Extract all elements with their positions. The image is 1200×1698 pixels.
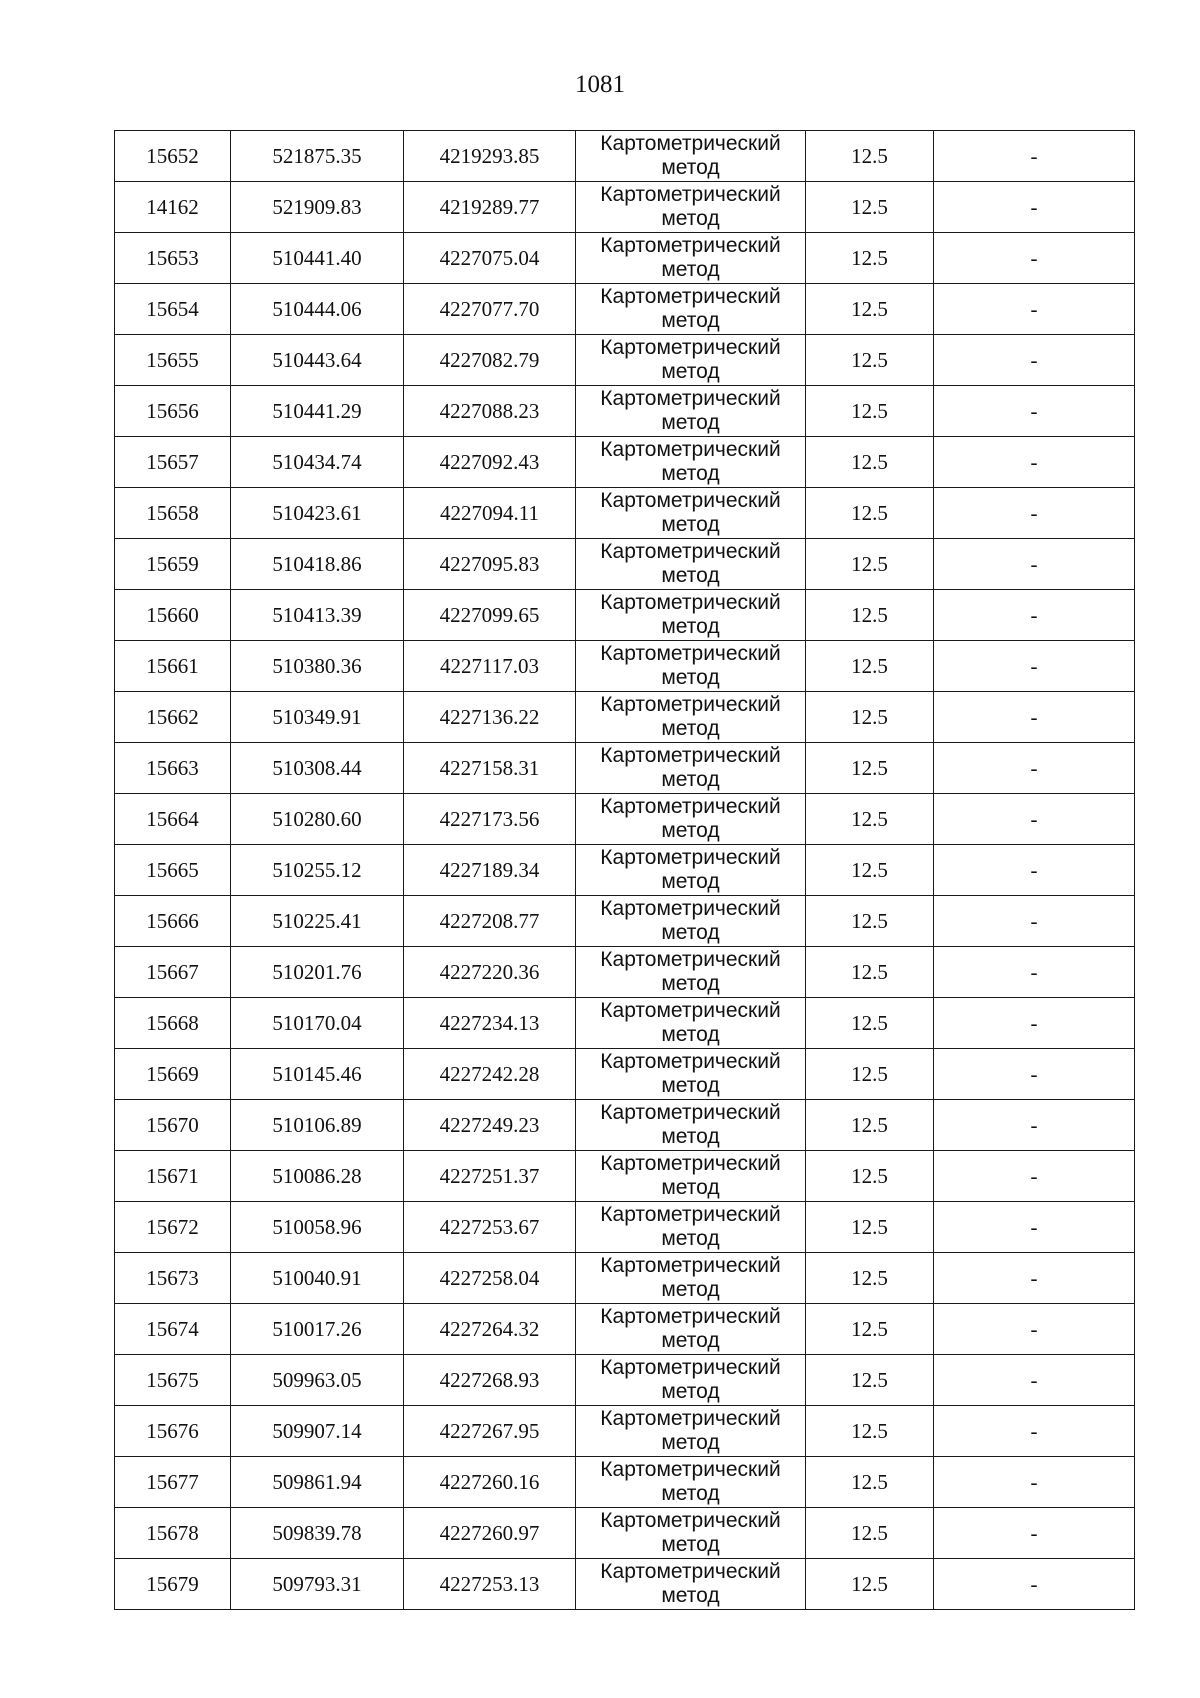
method-line1: Картометрический xyxy=(600,846,781,869)
method-line1: Картометрический xyxy=(600,897,781,920)
point-id-cell: 15679 xyxy=(115,1559,231,1610)
y-coordinate-cell: 4227173.56 xyxy=(404,794,576,845)
method-cell xyxy=(576,692,806,743)
y-coordinate-cell: 4227258.04 xyxy=(404,1253,576,1304)
table-row xyxy=(115,233,1135,284)
note-cell: - xyxy=(934,386,1135,437)
method-line2: метод xyxy=(661,156,720,179)
method-cell xyxy=(576,641,806,692)
table-row xyxy=(115,794,1135,845)
note-cell: - xyxy=(934,998,1135,1049)
method-line2: метод xyxy=(661,411,720,434)
note-cell: - xyxy=(934,1049,1135,1100)
table-row xyxy=(115,284,1135,335)
method-line1: Картометрический xyxy=(600,489,781,512)
method-cell xyxy=(576,1151,806,1202)
table-row xyxy=(115,845,1135,896)
method-line2: метод xyxy=(661,972,720,995)
accuracy-cell: 12.5 xyxy=(806,1100,934,1151)
note-cell: - xyxy=(934,1559,1135,1610)
method-line2: метод xyxy=(661,1482,720,1505)
note-cell: - xyxy=(934,1406,1135,1457)
note-cell: - xyxy=(934,1304,1135,1355)
table-row xyxy=(115,692,1135,743)
method-line1: Картометрический xyxy=(600,1407,781,1430)
method-cell xyxy=(576,488,806,539)
table-row xyxy=(115,539,1135,590)
table-row xyxy=(115,641,1135,692)
method-line2: метод xyxy=(661,462,720,485)
method-line2: метод xyxy=(661,1125,720,1148)
method-line2: метод xyxy=(661,1278,720,1301)
accuracy-cell: 12.5 xyxy=(806,1253,934,1304)
accuracy-cell: 12.5 xyxy=(806,1049,934,1100)
accuracy-cell: 12.5 xyxy=(806,998,934,1049)
y-coordinate-cell: 4227092.43 xyxy=(404,437,576,488)
note-cell: - xyxy=(934,335,1135,386)
x-coordinate-cell: 510441.29 xyxy=(231,386,404,437)
y-coordinate-cell: 4227088.23 xyxy=(404,386,576,437)
table-body xyxy=(115,131,1135,1610)
table-row xyxy=(115,335,1135,386)
x-coordinate-cell: 510017.26 xyxy=(231,1304,404,1355)
table-row xyxy=(115,1355,1135,1406)
x-coordinate-cell: 521909.83 xyxy=(231,182,404,233)
method-line2: метод xyxy=(661,564,720,587)
method-cell xyxy=(576,1202,806,1253)
accuracy-cell: 12.5 xyxy=(806,641,934,692)
note-cell: - xyxy=(934,1355,1135,1406)
method-cell xyxy=(576,131,806,182)
note-cell: - xyxy=(934,131,1135,182)
point-id-cell: 14162 xyxy=(115,182,231,233)
accuracy-cell: 12.5 xyxy=(806,437,934,488)
y-coordinate-cell: 4227260.97 xyxy=(404,1508,576,1559)
point-id-cell: 15661 xyxy=(115,641,231,692)
method-cell xyxy=(576,947,806,998)
y-coordinate-cell: 4227249.23 xyxy=(404,1100,576,1151)
method-line1: Картометрический xyxy=(600,999,781,1022)
method-cell xyxy=(576,794,806,845)
x-coordinate-cell: 510413.39 xyxy=(231,590,404,641)
point-id-cell: 15674 xyxy=(115,1304,231,1355)
x-coordinate-cell: 510058.96 xyxy=(231,1202,404,1253)
method-line2: метод xyxy=(661,309,720,332)
note-cell: - xyxy=(934,845,1135,896)
method-cell xyxy=(576,743,806,794)
point-id-cell: 15676 xyxy=(115,1406,231,1457)
page-number: 1081 xyxy=(575,71,625,98)
method-line2: метод xyxy=(661,1176,720,1199)
method-cell xyxy=(576,182,806,233)
x-coordinate-cell: 510225.41 xyxy=(231,896,404,947)
note-cell: - xyxy=(934,1508,1135,1559)
x-coordinate-cell: 510308.44 xyxy=(231,743,404,794)
method-line1: Картометрический xyxy=(600,795,781,818)
coordinates-table xyxy=(114,130,1135,1610)
point-id-cell: 15673 xyxy=(115,1253,231,1304)
y-coordinate-cell: 4227189.34 xyxy=(404,845,576,896)
method-cell xyxy=(576,335,806,386)
point-id-cell: 15667 xyxy=(115,947,231,998)
point-id-cell: 15662 xyxy=(115,692,231,743)
y-coordinate-cell: 4219293.85 xyxy=(404,131,576,182)
y-coordinate-cell: 4227099.65 xyxy=(404,590,576,641)
note-cell: - xyxy=(934,233,1135,284)
method-line1: Картометрический xyxy=(600,642,781,665)
method-line2: метод xyxy=(661,1074,720,1097)
method-cell xyxy=(576,998,806,1049)
table-row xyxy=(115,998,1135,1049)
point-id-cell: 15670 xyxy=(115,1100,231,1151)
accuracy-cell: 12.5 xyxy=(806,947,934,998)
accuracy-cell: 12.5 xyxy=(806,743,934,794)
method-line1: Картометрический xyxy=(600,1152,781,1175)
note-cell: - xyxy=(934,641,1135,692)
y-coordinate-cell: 4227264.32 xyxy=(404,1304,576,1355)
method-line2: метод xyxy=(661,1023,720,1046)
method-cell xyxy=(576,1049,806,1100)
method-cell xyxy=(576,1406,806,1457)
method-cell xyxy=(576,1508,806,1559)
x-coordinate-cell: 510380.36 xyxy=(231,641,404,692)
point-id-cell: 15660 xyxy=(115,590,231,641)
y-coordinate-cell: 4227158.31 xyxy=(404,743,576,794)
y-coordinate-cell: 4227117.03 xyxy=(404,641,576,692)
accuracy-cell: 12.5 xyxy=(806,1355,934,1406)
table-row xyxy=(115,1253,1135,1304)
note-cell: - xyxy=(934,692,1135,743)
note-cell: - xyxy=(934,437,1135,488)
accuracy-cell: 12.5 xyxy=(806,1202,934,1253)
y-coordinate-cell: 4227268.93 xyxy=(404,1355,576,1406)
method-line2: метод xyxy=(661,258,720,281)
method-line2: метод xyxy=(661,360,720,383)
accuracy-cell: 12.5 xyxy=(806,335,934,386)
method-line1: Картометрический xyxy=(600,693,781,716)
note-cell: - xyxy=(934,1202,1135,1253)
x-coordinate-cell: 510441.40 xyxy=(231,233,404,284)
method-cell xyxy=(576,1253,806,1304)
point-id-cell: 15678 xyxy=(115,1508,231,1559)
method-line2: метод xyxy=(661,819,720,842)
accuracy-cell: 12.5 xyxy=(806,1406,934,1457)
y-coordinate-cell: 4219289.77 xyxy=(404,182,576,233)
method-line2: метод xyxy=(661,1227,720,1250)
accuracy-cell: 12.5 xyxy=(806,131,934,182)
point-id-cell: 15665 xyxy=(115,845,231,896)
method-cell xyxy=(576,437,806,488)
note-cell: - xyxy=(934,1457,1135,1508)
method-line1: Картометрический xyxy=(600,1458,781,1481)
x-coordinate-cell: 510040.91 xyxy=(231,1253,404,1304)
table-row xyxy=(115,437,1135,488)
note-cell: - xyxy=(934,1100,1135,1151)
method-line1: Картометрический xyxy=(600,591,781,614)
x-coordinate-cell: 509793.31 xyxy=(231,1559,404,1610)
x-coordinate-cell: 510170.04 xyxy=(231,998,404,1049)
point-id-cell: 15664 xyxy=(115,794,231,845)
x-coordinate-cell: 510255.12 xyxy=(231,845,404,896)
x-coordinate-cell: 510444.06 xyxy=(231,284,404,335)
x-coordinate-cell: 510349.91 xyxy=(231,692,404,743)
x-coordinate-cell: 510418.86 xyxy=(231,539,404,590)
method-line1: Картометрический xyxy=(600,183,781,206)
x-coordinate-cell: 510201.76 xyxy=(231,947,404,998)
note-cell: - xyxy=(934,488,1135,539)
method-line2: метод xyxy=(661,1584,720,1607)
point-id-cell: 15656 xyxy=(115,386,231,437)
method-line2: метод xyxy=(661,615,720,638)
y-coordinate-cell: 4227253.13 xyxy=(404,1559,576,1610)
method-cell xyxy=(576,845,806,896)
point-id-cell: 15671 xyxy=(115,1151,231,1202)
method-line2: метод xyxy=(661,513,720,536)
y-coordinate-cell: 4227136.22 xyxy=(404,692,576,743)
method-line1: Картометрический xyxy=(600,948,781,971)
point-id-cell: 15654 xyxy=(115,284,231,335)
accuracy-cell: 12.5 xyxy=(806,539,934,590)
x-coordinate-cell: 510434.74 xyxy=(231,437,404,488)
method-cell xyxy=(576,284,806,335)
method-cell xyxy=(576,1355,806,1406)
table-row xyxy=(115,1559,1135,1610)
method-line1: Картометрический xyxy=(600,1356,781,1379)
note-cell: - xyxy=(934,182,1135,233)
note-cell: - xyxy=(934,1253,1135,1304)
method-cell xyxy=(576,386,806,437)
note-cell: - xyxy=(934,947,1135,998)
method-line1: Картометрический xyxy=(600,438,781,461)
method-line2: метод xyxy=(661,207,720,230)
method-line2: метод xyxy=(661,717,720,740)
method-line2: метод xyxy=(661,1431,720,1454)
method-line2: метод xyxy=(661,1533,720,1556)
method-line1: Картометрический xyxy=(600,1101,781,1124)
method-line1: Картометрический xyxy=(600,285,781,308)
accuracy-cell: 12.5 xyxy=(806,284,934,335)
y-coordinate-cell: 4227234.13 xyxy=(404,998,576,1049)
table-row xyxy=(115,131,1135,182)
point-id-cell: 15652 xyxy=(115,131,231,182)
table-row xyxy=(115,1151,1135,1202)
method-line2: метод xyxy=(661,768,720,791)
note-cell: - xyxy=(934,743,1135,794)
x-coordinate-cell: 510106.89 xyxy=(231,1100,404,1151)
x-coordinate-cell: 510280.60 xyxy=(231,794,404,845)
point-id-cell: 15675 xyxy=(115,1355,231,1406)
method-cell xyxy=(576,1304,806,1355)
accuracy-cell: 12.5 xyxy=(806,692,934,743)
note-cell: - xyxy=(934,539,1135,590)
method-line1: Картометрический xyxy=(600,744,781,767)
point-id-cell: 15663 xyxy=(115,743,231,794)
method-line2: метод xyxy=(661,666,720,689)
method-line1: Картометрический xyxy=(600,1560,781,1583)
method-cell xyxy=(576,590,806,641)
table-row xyxy=(115,590,1135,641)
point-id-cell: 15668 xyxy=(115,998,231,1049)
method-cell xyxy=(576,1559,806,1610)
point-id-cell: 15659 xyxy=(115,539,231,590)
method-line1: Картометрический xyxy=(600,1050,781,1073)
accuracy-cell: 12.5 xyxy=(806,1559,934,1610)
table-row xyxy=(115,1406,1135,1457)
x-coordinate-cell: 509963.05 xyxy=(231,1355,404,1406)
y-coordinate-cell: 4227242.28 xyxy=(404,1049,576,1100)
note-cell: - xyxy=(934,1151,1135,1202)
point-id-cell: 15657 xyxy=(115,437,231,488)
accuracy-cell: 12.5 xyxy=(806,386,934,437)
method-cell xyxy=(576,1100,806,1151)
accuracy-cell: 12.5 xyxy=(806,182,934,233)
x-coordinate-cell: 510145.46 xyxy=(231,1049,404,1100)
method-cell xyxy=(576,233,806,284)
x-coordinate-cell: 510423.61 xyxy=(231,488,404,539)
method-line1: Картометрический xyxy=(600,540,781,563)
table-row xyxy=(115,1508,1135,1559)
y-coordinate-cell: 4227260.16 xyxy=(404,1457,576,1508)
method-line1: Картометрический xyxy=(600,1254,781,1277)
accuracy-cell: 12.5 xyxy=(806,794,934,845)
note-cell: - xyxy=(934,590,1135,641)
method-cell xyxy=(576,1457,806,1508)
method-line1: Картометрический xyxy=(600,387,781,410)
method-line1: Картометрический xyxy=(600,1305,781,1328)
y-coordinate-cell: 4227208.77 xyxy=(404,896,576,947)
y-coordinate-cell: 4227082.79 xyxy=(404,335,576,386)
y-coordinate-cell: 4227075.04 xyxy=(404,233,576,284)
method-line1: Картометрический xyxy=(600,132,781,155)
y-coordinate-cell: 4227267.95 xyxy=(404,1406,576,1457)
note-cell: - xyxy=(934,794,1135,845)
point-id-cell: 15666 xyxy=(115,896,231,947)
method-cell xyxy=(576,896,806,947)
table-row xyxy=(115,1457,1135,1508)
x-coordinate-cell: 509907.14 xyxy=(231,1406,404,1457)
table-row xyxy=(115,1100,1135,1151)
x-coordinate-cell: 509839.78 xyxy=(231,1508,404,1559)
point-id-cell: 15655 xyxy=(115,335,231,386)
x-coordinate-cell: 509861.94 xyxy=(231,1457,404,1508)
x-coordinate-cell: 521875.35 xyxy=(231,131,404,182)
table-row xyxy=(115,488,1135,539)
accuracy-cell: 12.5 xyxy=(806,1304,934,1355)
method-cell xyxy=(576,539,806,590)
accuracy-cell: 12.5 xyxy=(806,488,934,539)
point-id-cell: 15669 xyxy=(115,1049,231,1100)
table-row xyxy=(115,743,1135,794)
accuracy-cell: 12.5 xyxy=(806,1508,934,1559)
y-coordinate-cell: 4227220.36 xyxy=(404,947,576,998)
y-coordinate-cell: 4227253.67 xyxy=(404,1202,576,1253)
note-cell: - xyxy=(934,284,1135,335)
table-row xyxy=(115,386,1135,437)
table-row xyxy=(115,1202,1135,1253)
y-coordinate-cell: 4227077.70 xyxy=(404,284,576,335)
table-row xyxy=(115,947,1135,998)
accuracy-cell: 12.5 xyxy=(806,233,934,284)
point-id-cell: 15658 xyxy=(115,488,231,539)
method-line2: метод xyxy=(661,1380,720,1403)
table-row xyxy=(115,182,1135,233)
accuracy-cell: 12.5 xyxy=(806,845,934,896)
x-coordinate-cell: 510443.64 xyxy=(231,335,404,386)
accuracy-cell: 12.5 xyxy=(806,1457,934,1508)
y-coordinate-cell: 4227094.11 xyxy=(404,488,576,539)
accuracy-cell: 12.5 xyxy=(806,590,934,641)
x-coordinate-cell: 510086.28 xyxy=(231,1151,404,1202)
table-row xyxy=(115,1049,1135,1100)
method-line1: Картометрический xyxy=(600,234,781,257)
note-cell: - xyxy=(934,896,1135,947)
y-coordinate-cell: 4227095.83 xyxy=(404,539,576,590)
accuracy-cell: 12.5 xyxy=(806,1151,934,1202)
method-line2: метод xyxy=(661,1329,720,1352)
accuracy-cell: 12.5 xyxy=(806,896,934,947)
point-id-cell: 15672 xyxy=(115,1202,231,1253)
method-line1: Картометрический xyxy=(600,1203,781,1226)
y-coordinate-cell: 4227251.37 xyxy=(404,1151,576,1202)
point-id-cell: 15653 xyxy=(115,233,231,284)
method-line2: метод xyxy=(661,921,720,944)
table-row xyxy=(115,1304,1135,1355)
table-row xyxy=(115,896,1135,947)
method-line2: метод xyxy=(661,870,720,893)
method-line1: Картометрический xyxy=(600,336,781,359)
method-line1: Картометрический xyxy=(600,1509,781,1532)
point-id-cell: 15677 xyxy=(115,1457,231,1508)
